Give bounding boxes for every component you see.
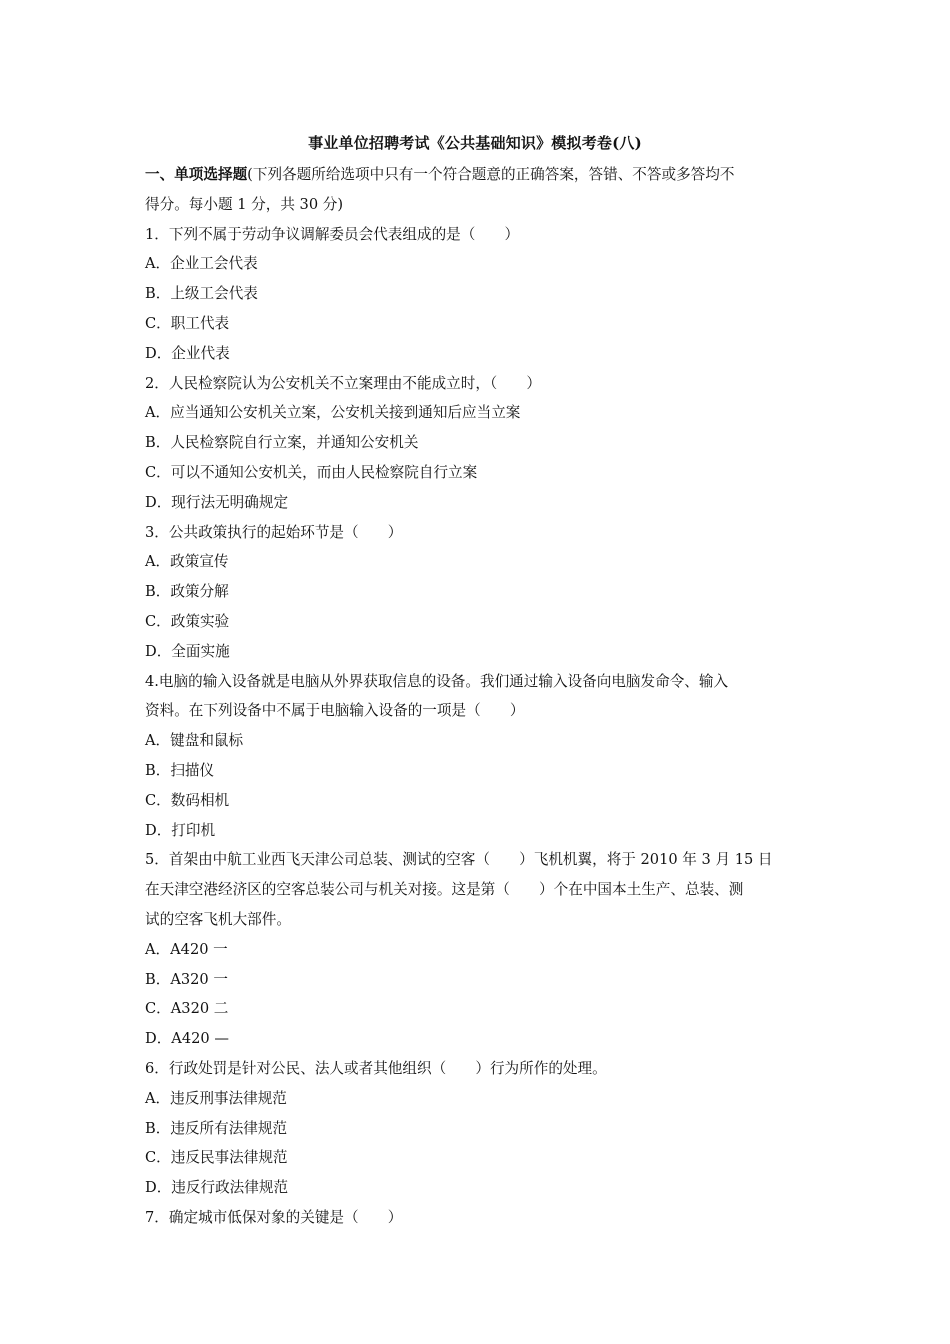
question-block [145,369,810,518]
question-stem: 3．公共政策执行的起始环节是（ ） [145,523,403,541]
question-stem: 4.电脑的输入设备就是电脑从外界获取信息的设备。我们通过输入设备向电脑发命令、输入 [145,672,729,690]
question-stem: 7．确定城市低保对象的关键是（ ） [145,1208,403,1226]
question-stem: 1．下列不属于劳动争议调解委员会代表组成的是（ ） [145,225,520,243]
question-block [145,220,810,369]
question-stem-continued: 试的空客飞机大部件。 [145,910,291,928]
option-a: A．违反刑事法律规范 [145,1089,287,1107]
option-c: C．违反民事法律规范 [145,1149,288,1167]
page-title: 事业单位招聘考试《公共基础知识》模拟考卷(八) [308,134,642,152]
option-a: A．A420 一 [145,940,228,958]
option-c: C．A320 二 [145,1000,229,1018]
question-stem-continued: 资料。在下列设备中不属于电脑输入设备的一项是（ ） [145,702,525,720]
option-d: D．现行法无明确规定 [145,493,289,511]
option-c: C．可以不通知公安机关，而由人民检察院自行立案 [145,463,478,481]
option-a: A．应当通知公安机关立案，公安机关接到通知后应当立案 [145,404,521,422]
option-b: B．人民检察院自行立案，并通知公安机关 [145,434,419,452]
option-c: C．数码相机 [145,791,230,809]
question-stem: 6．行政处罚是针对公民、法人或者其他组织（ ）行为所作的处理。 [145,1059,607,1077]
section-instruction-part-2: 得分。每小题 1 分，共 30 分) [145,195,344,213]
section-instruction-part-1: (下列各题所给选项中只有一个符合题意的正确答案，答错、不答或多答均不 [247,166,735,183]
option-b: B．A320 一 [145,970,228,988]
option-c: C．职工代表 [145,314,230,332]
option-b: B．扫描仪 [145,761,215,779]
option-d: D．违反行政法律规范 [145,1179,289,1197]
question-stem-continued: 在天津空港经济区的空客总装公司与机关对接。这是第（ ）个在中国本土生产、总装、测 [145,881,744,899]
document-body [145,160,810,1233]
option-b: B．政策分解 [145,583,229,601]
question-block [145,667,810,846]
option-b: B．上级工会代表 [145,285,258,303]
option-d: D．A420 — [145,1030,229,1048]
option-d: D．企业代表 [145,344,230,362]
option-a: A．政策宣传 [145,553,229,571]
question-block [145,1054,810,1203]
option-b: B．违反所有法律规范 [145,1119,288,1137]
question-block [145,1203,810,1233]
option-c: C．政策实验 [145,612,230,630]
question-stem: 2．人民检察院认为公安机关不立案理由不能成立时，（ ） [145,374,542,392]
option-d: D．全面实施 [145,642,230,660]
option-a: A．键盘和鼠标 [145,732,244,750]
option-a: A．企业工会代表 [145,255,258,273]
section-header-line-1 [145,160,810,190]
question-stem: 5．首架由中航工业西飞天津公司总装、测试的空客（ ）飞机机翼，将于 2010 年 3 月 15 日 [145,851,773,869]
option-d: D．打印机 [145,821,216,839]
question-block [145,518,810,667]
section-heading: 一、单项选择题 [145,166,248,183]
question-block [145,845,810,1054]
